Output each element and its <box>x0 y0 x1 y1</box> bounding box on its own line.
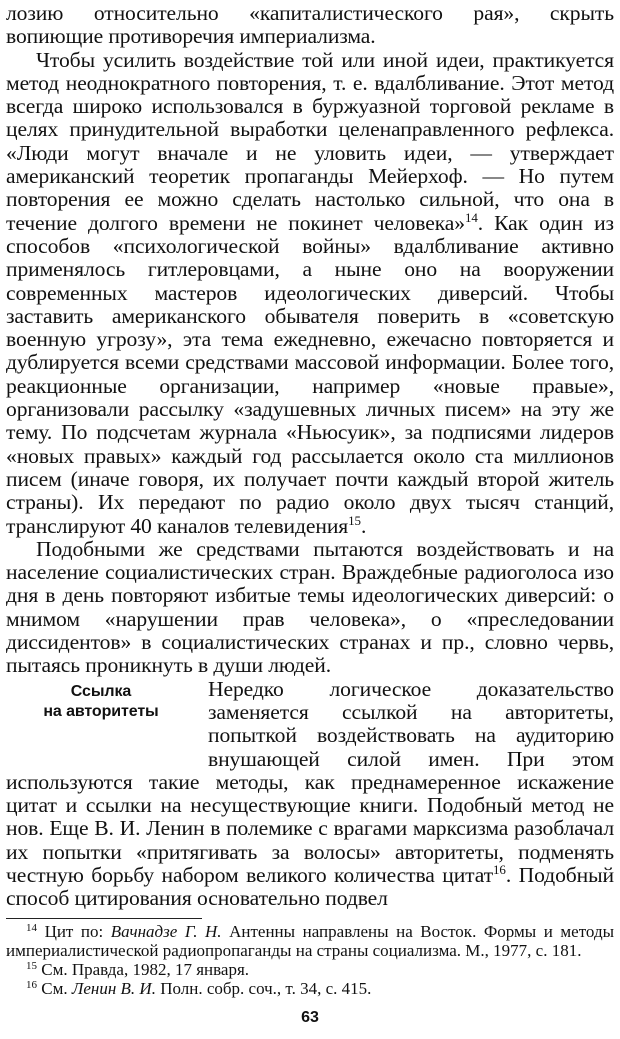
paragraph-socialist-countries: Подобными же средствами пытаются воздействовать и на население социалистических стран. Враждебные радиоголоса изо дня в день повторяют избитые темы идеологических диверсий: о мнимом «нарушении прав человека», о «преследовании диссидентов» в социалистических странах и пр., словно червь, пытаясь проникнуть в души людей. <box>6 536 614 678</box>
footnote-number: 16 <box>26 979 37 991</box>
footnote-ref-15[interactable]: 15 <box>348 512 361 528</box>
main-text <box>6 2 614 911</box>
footnote-author: Вачнадзе Г. Н. <box>110 922 222 941</box>
paragraph-authorities <box>6 678 614 911</box>
margin-heading <box>6 678 196 752</box>
footnote-number: 14 <box>26 922 37 934</box>
footnote-ref-14[interactable]: 14 <box>464 209 478 225</box>
paragraph-repetition <box>6 49 614 538</box>
paragraph-text: . <box>360 513 367 538</box>
margin-heading-line: на авторитеты <box>43 702 159 720</box>
paragraph-text: . Подобный способ цитирования основательно подвел <box>6 862 614 911</box>
footnote-author: Ленин В. И. <box>71 979 156 998</box>
footnote-text: Цит по: <box>44 922 111 941</box>
footnote-16 <box>6 979 614 998</box>
paragraph-text: Нередко логическое доказательство заменяется ссылкой на авторитеты, попыткой воздействовать на аудиторию внушающей силой имен. При этом используются такие методы, как преднамеренное искажение цитат и ссылки на несуществующие книги. Подобный метод не нов. Еще В. И. Ленин в полемике с врагами марксизма разоблачал их попытки «притягивать за волосы» авторитеты, подменять честную борьбу набором великого количества цитат <box>6 676 614 887</box>
footnote-ref-16[interactable]: 16 <box>493 861 506 877</box>
footnote-14 <box>6 922 614 960</box>
page-number: 63 <box>301 1009 319 1026</box>
margin-heading-line: Ссылка <box>70 682 132 700</box>
paragraph-continuation: лозию относительно «капиталистического рая», скрыть вопиющие противоречия империализма. <box>6 1 614 49</box>
footnote-text: Полн. собр. соч., т. 34, с. 415. <box>155 979 372 998</box>
paragraph-text: Чтобы усилить воздействие той или иной идеи, практикуется метод неоднократного повторения, т. е. вдалбливание. Этот метод всегда широко использовался в буржуазной торговой рекламе в целях принудительной выработки целенаправленного рефлекса. «Люди могут вначале и не уловить идеи, — утверждает американский теоретик пропаганды Мейерхоф. — Но путем повторения ее можно сделать настолько сильной, что она в течение долгого времени не покинет человека» <box>6 47 614 235</box>
footnote-text: См. <box>41 979 72 998</box>
footnote-number: 15 <box>26 960 37 972</box>
paragraph-text: . Как один из способов «психологической войны» вдалбливание активно применялось гитлеровцами, а ныне оно на вооружении современных мастеров идеологических диверсий. Чтобы заставить американского обывателя поверить в «советскую военную угрозу», эта тема ежедневно, ежечасно повторяется и дублируется всеми средствами массовой информации. Более того, реакционные организации, например «новые правые», организовали рассылку «задушевных личных писем» на эту же тему. По подсчетам журнала «Ньюсуик», за подписями лидеров «новых правых» каждый год рассылается около ста миллионов писем (иначе говоря, их получает почти каждый второй житель страны). Их передают по радио около двух тысяч станций, транслируют 40 каналов телевидения <box>6 210 614 538</box>
footnote-text: См. Правда, 1982, 17 января. <box>41 960 250 979</box>
footnote-text: Антенны направлены на Восток. Формы и методы империалистической радиопропаганды на страны социализма. М., 1977, с. 181. <box>6 922 615 960</box>
footnote-divider <box>6 918 202 919</box>
footnotes <box>6 922 614 998</box>
footnote-15 <box>6 960 614 979</box>
